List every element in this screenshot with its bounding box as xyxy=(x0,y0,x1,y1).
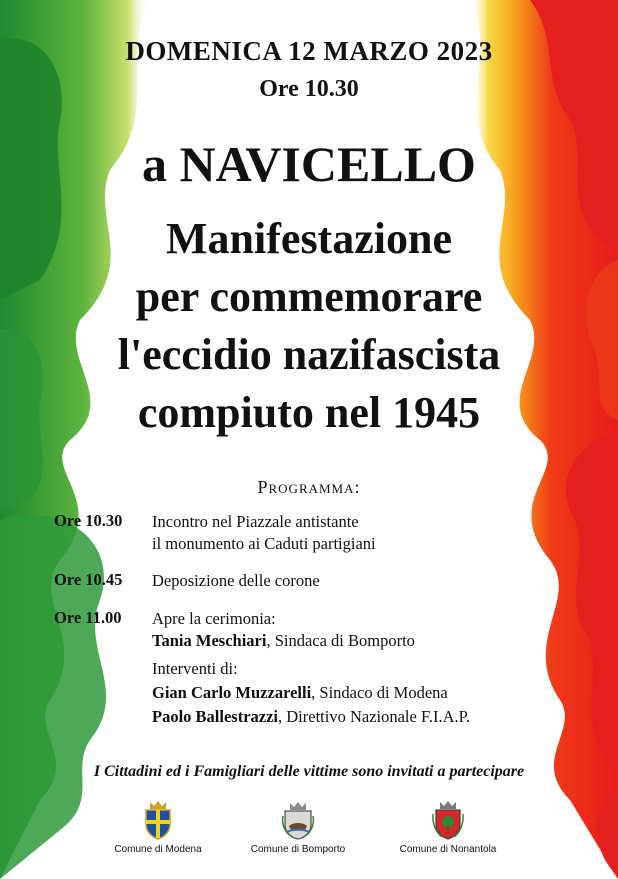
municipality-logos xyxy=(0,800,618,860)
event-time: Ore 10.30 xyxy=(259,76,359,102)
speaker-name: Paolo Ballestrazzi xyxy=(152,707,279,726)
programma-description xyxy=(152,608,470,728)
programma-line: Incontro nel Piazzale antistante xyxy=(152,512,359,531)
programma-time: Ore 10.45 xyxy=(54,570,123,589)
logo-bomporto xyxy=(228,800,368,855)
speaker-role: , Sindaca di Bomporto xyxy=(266,631,415,650)
nonantola-crest-icon xyxy=(432,800,464,840)
logo-nonantola xyxy=(378,800,518,855)
programma-description xyxy=(152,570,320,592)
modena-crest-icon xyxy=(142,800,174,840)
headline-line: compiuto nel 1945 xyxy=(137,388,481,437)
speaker-name: Gian Carlo Muzzarelli xyxy=(152,683,312,702)
bomporto-crest-icon xyxy=(281,800,315,840)
headline-line: per commemorare xyxy=(135,272,483,321)
programma-time: Ore 11.00 xyxy=(54,608,122,627)
event-date: DOMENICA 12 MARZO 2023 xyxy=(125,36,493,66)
programma-line: Apre la cerimonia: xyxy=(152,609,276,628)
speaker-line xyxy=(152,630,470,652)
programma-time: Ore 10.30 xyxy=(54,511,123,530)
speaker-line xyxy=(152,682,470,704)
programma-description xyxy=(152,511,376,555)
logo-label: Comune di Nonantola xyxy=(399,844,497,855)
programma-line: Interventi di: xyxy=(152,659,238,678)
logo-label: Comune di Bomporto xyxy=(250,844,346,855)
speaker-role: , Direttivo Nazionale F.I.A.P. xyxy=(278,707,471,726)
programma-title: Programma: xyxy=(257,477,361,497)
speaker-name: Tania Meschiari xyxy=(152,631,267,650)
headline xyxy=(0,210,618,442)
headline-line: Manifestazione xyxy=(166,214,452,263)
logo-modena xyxy=(88,800,228,855)
headline-line: l'eccidio nazifascista xyxy=(117,330,501,379)
programma-line: Deposizione delle corone xyxy=(152,571,320,590)
speaker-role: , Sindaco di Modena xyxy=(311,683,448,702)
speaker-line xyxy=(152,706,470,728)
logo-label: Comune di Modena xyxy=(114,844,202,855)
programma-line: il monumento ai Caduti partigiani xyxy=(152,534,376,553)
invite-text: I Cittadini ed i Famigliari delle vittime sono invitati a partecipare xyxy=(93,763,525,780)
event-place: a NAVICELLO xyxy=(142,136,476,192)
